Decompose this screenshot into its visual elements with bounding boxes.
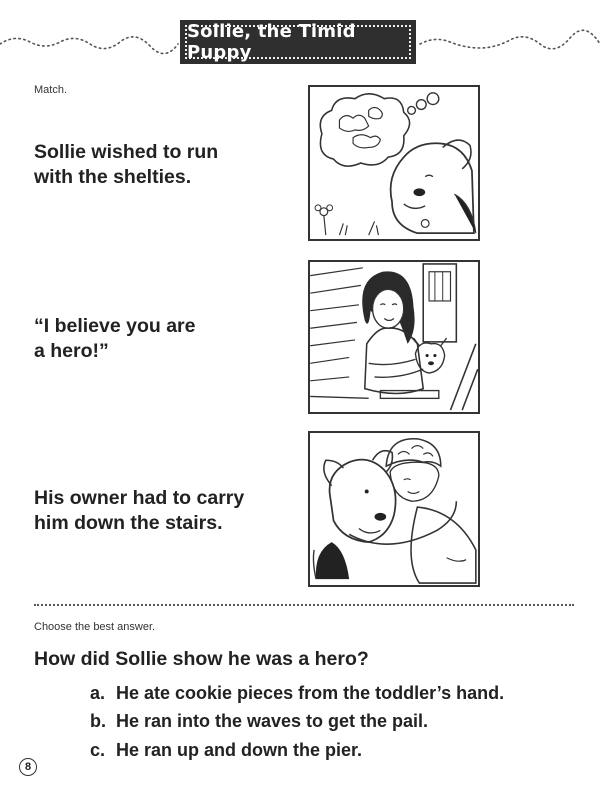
match-sentence-3[interactable] [34, 486, 294, 536]
answer-option-c-text: He ran up and down the pier. [116, 740, 363, 760]
girl-holding-puppy-picture-art [310, 262, 478, 412]
answer-option-a-letter: a. [90, 683, 106, 703]
match-instruction: Match. [34, 84, 68, 96]
answer-option-a-text: He ate cookie pieces from the toddler’s hand. [116, 683, 505, 703]
answer-option-c[interactable] [90, 740, 362, 761]
answer-option-b[interactable] [90, 711, 428, 732]
choose-instruction: Choose the best answer. [34, 621, 156, 633]
match-sentence-1[interactable] [34, 140, 294, 190]
match-sentence-1-line-2: with the shelties. [34, 166, 192, 188]
child-hugging-dog-picture[interactable] [308, 431, 480, 587]
match-sentence-3-line-1: His owner had to carry [34, 487, 245, 509]
answer-option-b-text: He ran into the waves to get the pail. [116, 711, 429, 731]
child-hugging-dog-picture-art [310, 433, 478, 585]
section-divider [34, 604, 574, 606]
question-text: How did Sollie show he was a hero? [34, 648, 369, 670]
page-number: 8 [19, 758, 37, 776]
dog-dreaming-picture-art [310, 87, 478, 239]
match-sentence-2-line-2: a hero!” [34, 340, 109, 362]
answer-option-c-letter: c. [90, 740, 106, 760]
match-sentence-1-line-1: Sollie wished to run [34, 141, 219, 163]
answer-option-b-letter: b. [90, 711, 106, 731]
girl-holding-puppy-picture[interactable] [308, 260, 480, 414]
answer-option-a[interactable] [90, 683, 504, 704]
match-sentence-3-line-2: him down the stairs. [34, 512, 223, 534]
match-sentence-2-line-1: “I believe you are [34, 315, 196, 337]
match-sentence-2[interactable] [34, 314, 294, 364]
page-title: Sollie, the Timid Puppy [187, 21, 356, 63]
dog-dreaming-picture[interactable] [308, 85, 480, 241]
title-banner-border [185, 21, 411, 63]
title-banner [180, 20, 416, 64]
